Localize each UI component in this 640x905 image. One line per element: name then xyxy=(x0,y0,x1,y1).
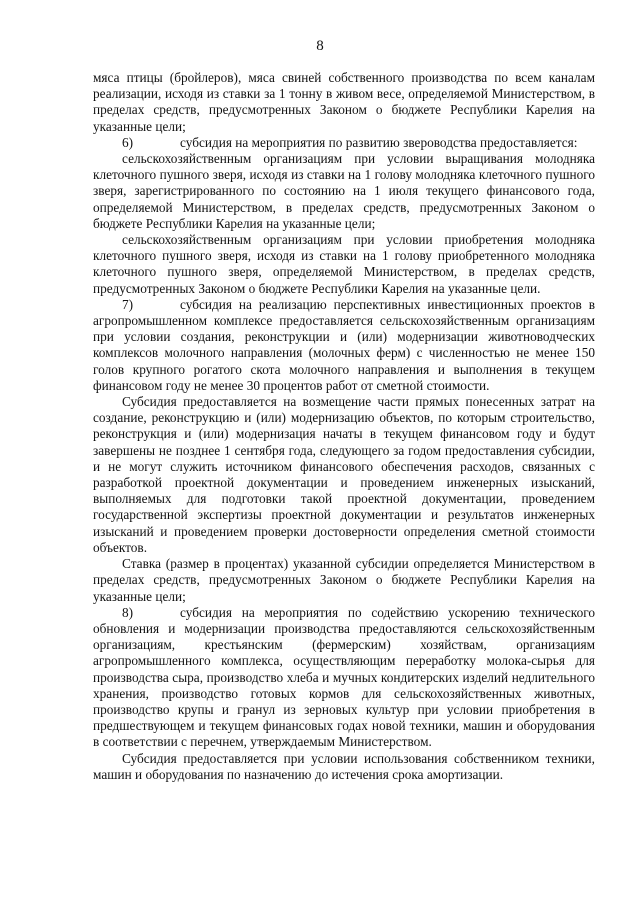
paragraph xyxy=(93,394,595,556)
document-body xyxy=(93,70,595,783)
paragraph-text: сельскохозяйственным организациям при условии приобретения молодняка клеточного пушного зверя, исходя из ставки на 1 голову приобретенного молодняка клеточного пушного зверя, определяемой Министерством, в пределах средств, предусмотренных Законом о бюджете Республики Карелия на указанные цели. xyxy=(93,232,595,296)
list-item-6 xyxy=(93,135,595,151)
paragraph-text: Субсидия предоставляется при условии использования собственником техники, машин и оборудования по назначению до истечения срока амортизации. xyxy=(93,750,595,782)
paragraph-text: субсидия на мероприятия по содействию ускорению технического обновления и модернизации производства предоставляются сельскохозяйственным организациям, крестьянским (фермерским) хозяйствам, организациям агропромышленного комплекса, осуществляющим переработку молока-сырья для производства сыра, производство хлеба и мучных кондитерских изделий недлительного хранения, производство готовых кормов для сельскохозяйственных животных, производство крупы и гранул из зерновых культур при условии приобретения в предшествующем и текущем финансовых годах новой техники, машин и оборудования в соответствии с перечнем, утверждаемым Министерством. xyxy=(93,604,595,750)
list-item-number: 7) xyxy=(122,296,134,312)
list-item-8 xyxy=(93,605,595,751)
list-item-number: 8) xyxy=(122,604,134,620)
paragraph xyxy=(93,151,595,232)
paragraph xyxy=(93,556,595,605)
paragraph-text: Субсидия предоставляется на возмещение части прямых понесенных затрат на создание, реконструкцию и (или) модернизацию объектов, по которым строительство, реконструкция и (или) модернизация начаты в текущем финансовом году и будут завершены не позднее 1 сентября года, следующего за годом предоставления субсидии, и не могут служить источником финансового обеспечения расходов, связанных с разработкой проектной документации и проведением инженерных изысканий, выполняемых для подготовки такой проектной документации, проведением государственной экспертизы проектной документации и результатов инженерных изысканий и проведением проверки достоверности определения сметной стоимости объектов. xyxy=(93,394,595,555)
list-item-7 xyxy=(93,297,595,394)
paragraph xyxy=(93,751,595,783)
paragraph xyxy=(93,232,595,297)
list-item-number: 6) xyxy=(122,134,134,150)
paragraph-text: сельскохозяйственным организациям при условии выращивания молодняка клеточного пушного зверя, исходя из ставки на 1 голову молодняка клеточного пушного зверя, зарегистрированного по состоянию на 1 июля текущего финансового года, определяемой Министерством, в пределах средств, предусмотренных Законом о бюджете Республики Карелия на указанные цели; xyxy=(93,151,595,231)
paragraph-text: субсидия на реализацию перспективных инвестиционных проектов в агропромышленном комплексе предоставляется сельскохозяйственным организациям при условии создания, реконструкции и (или) модернизации животноводческих комплексов молочного направления (молочных ферм) с численностью не менее 150 голов крупного рогатого скота молочного направления и выполнения в текущем финансовом году не менее 30 процентов работ от сметной стоимости. xyxy=(93,296,595,393)
paragraph-text: Ставка (размер в процентах) указанной субсидии определяется Министерством в пределах средств, предусмотренных Законом о бюджете Республики Карелия на указанные цели; xyxy=(93,556,595,604)
paragraph xyxy=(93,70,595,135)
paragraph-text: мяса птицы (бройлеров), мяса свиней собственного производства по всем каналам реализации, исходя из ставки за 1 тонну в живом весе, определяемой Министерством, в пределах средств, предусмотренных Законом о бюджете Республики Карелия на указанные цели; xyxy=(93,70,595,134)
page-number: 8 xyxy=(316,38,324,54)
paragraph-text: субсидия на мероприятия по развитию звероводства предоставляется: xyxy=(180,134,578,150)
